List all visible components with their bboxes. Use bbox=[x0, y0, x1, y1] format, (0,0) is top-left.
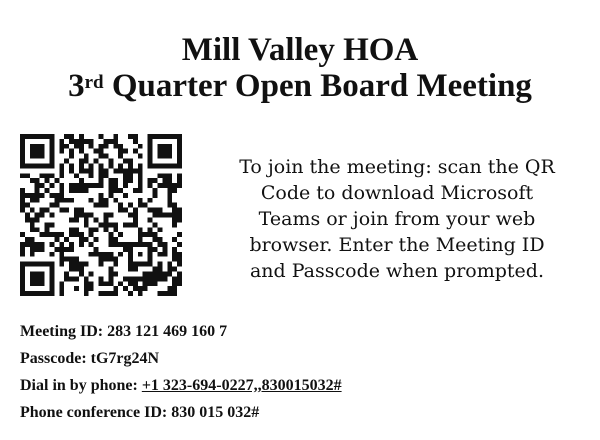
passcode-value: tG7rg24N bbox=[90, 350, 160, 367]
meeting-name bbox=[0, 68, 600, 104]
qr-code-icon[interactable] bbox=[20, 134, 182, 296]
join-instructions: To join the meeting: scan the QR Code to download Microsoft Teams or join from your web browser. Enter the Meeting ID and Passcode when prompted. bbox=[239, 156, 555, 282]
meeting-id-row bbox=[20, 318, 580, 345]
dial-in-phone-link[interactable]: +1 323-694-0227,,830015032# bbox=[141, 377, 342, 394]
quarter-number: 3 bbox=[68, 68, 85, 104]
meeting-details bbox=[20, 318, 580, 426]
meeting-name-rest: Quarter Open Board Meeting bbox=[111, 68, 532, 104]
quarter-ordinal-suffix: rd bbox=[84, 72, 104, 93]
dial-in-row bbox=[20, 372, 580, 399]
dial-in-label: Dial in by phone: bbox=[20, 377, 138, 394]
meeting-id-label: Meeting ID: bbox=[20, 323, 104, 340]
conference-id-label: Phone conference ID: bbox=[20, 404, 168, 421]
meeting-title bbox=[0, 32, 600, 104]
meeting-id-value: 283 121 469 160 7 bbox=[107, 323, 228, 340]
conference-id-value: 830 015 032# bbox=[171, 404, 260, 421]
conference-id-row bbox=[20, 399, 580, 426]
qr-code-graphic bbox=[20, 134, 182, 296]
passcode-row bbox=[20, 345, 580, 372]
passcode-label: Passcode: bbox=[20, 350, 87, 367]
hoa-name: Mill Valley HOA bbox=[181, 32, 419, 68]
